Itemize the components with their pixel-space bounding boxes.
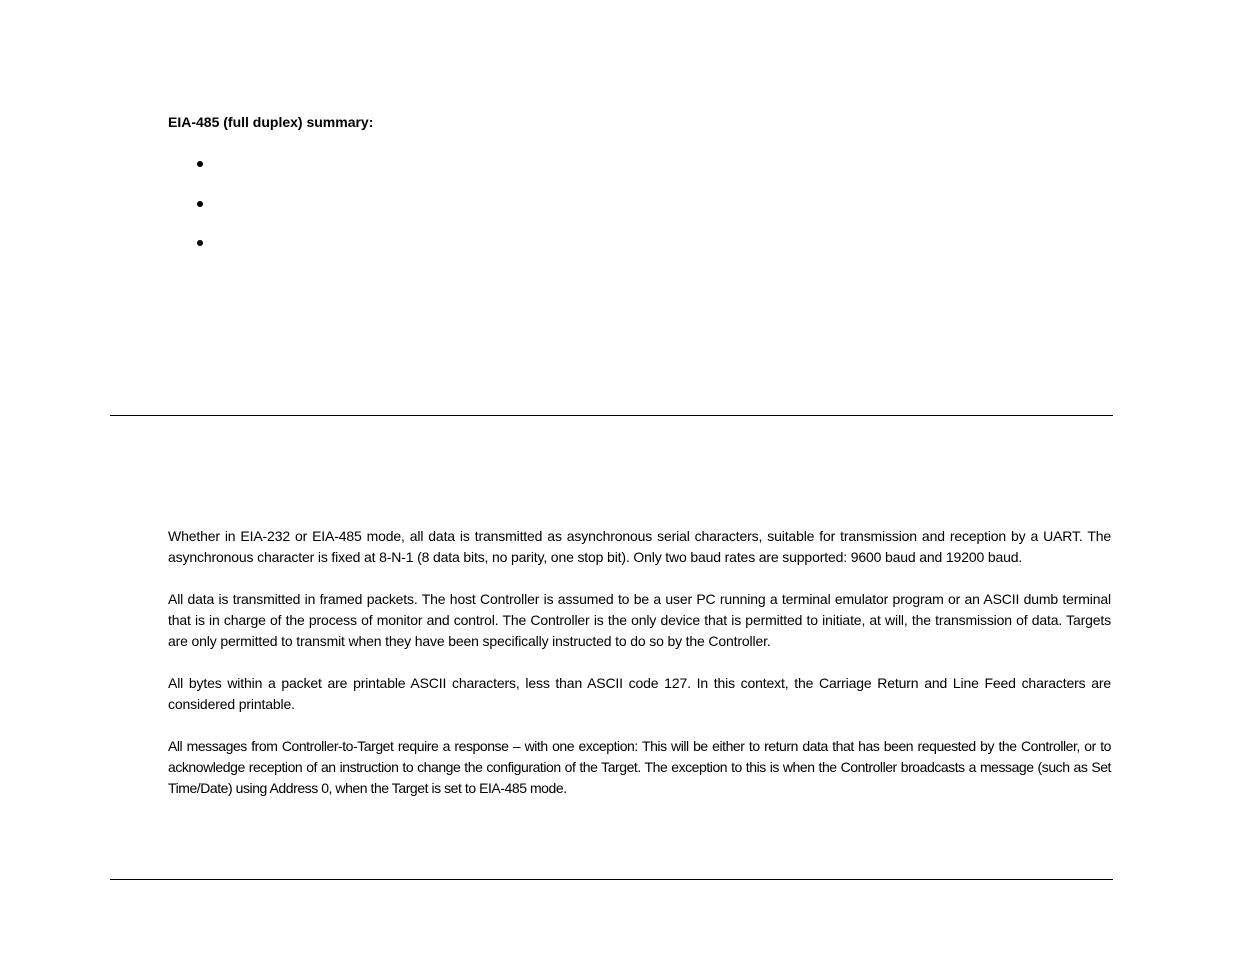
section-divider-bottom [110,879,1113,880]
paragraph-framed-packets: All data is transmitted in framed packets. The host Controller is assumed to be a user PC running a terminal emulator program or an ASCII dumb terminal that is in charge of the process of monitor and control. The Controller is the only device that is permitted to initiate, at will, the transmission of data. Targets are only permitted to transmit when they have been specifically instructed to do so by the Controller. [168,591,1111,649]
paragraph-printable-ascii: All bytes within a packet are printable ASCII characters, less than ASCII code 127. In this context, the Carriage Return and Line Feed characters are considered printable. [168,675,1111,712]
paragraph-responses: All messages from Controller-to-Target require a response – with one exception: This will be either to return data that has been requested by the Controller, or to acknowledge reception of an instruction to change the configuration of the Target. The exception to this is when the Controller broadcasts a message (such as Set Time/Date) using Address 0, when the Target is set to EIA-485 mode. [168,738,1111,796]
summary-heading: EIA-485 (full duplex) summary: [168,114,374,130]
bullet-icon [197,161,203,167]
body-text [168,526,1111,820]
section-divider-top [110,415,1113,416]
bullet-icon [197,201,203,207]
bullet-icon [197,240,203,246]
paragraph-serial-format: Whether in EIA-232 or EIA-485 mode, all data is transmitted as asynchronous serial characters, suitable for transmission and reception by a UART. The asynchronous character is fixed at 8-N-1 (8 data bits, no parity, one stop bit). Only two baud rates are supported: 9600 baud and 19200 baud. [168,528,1111,565]
